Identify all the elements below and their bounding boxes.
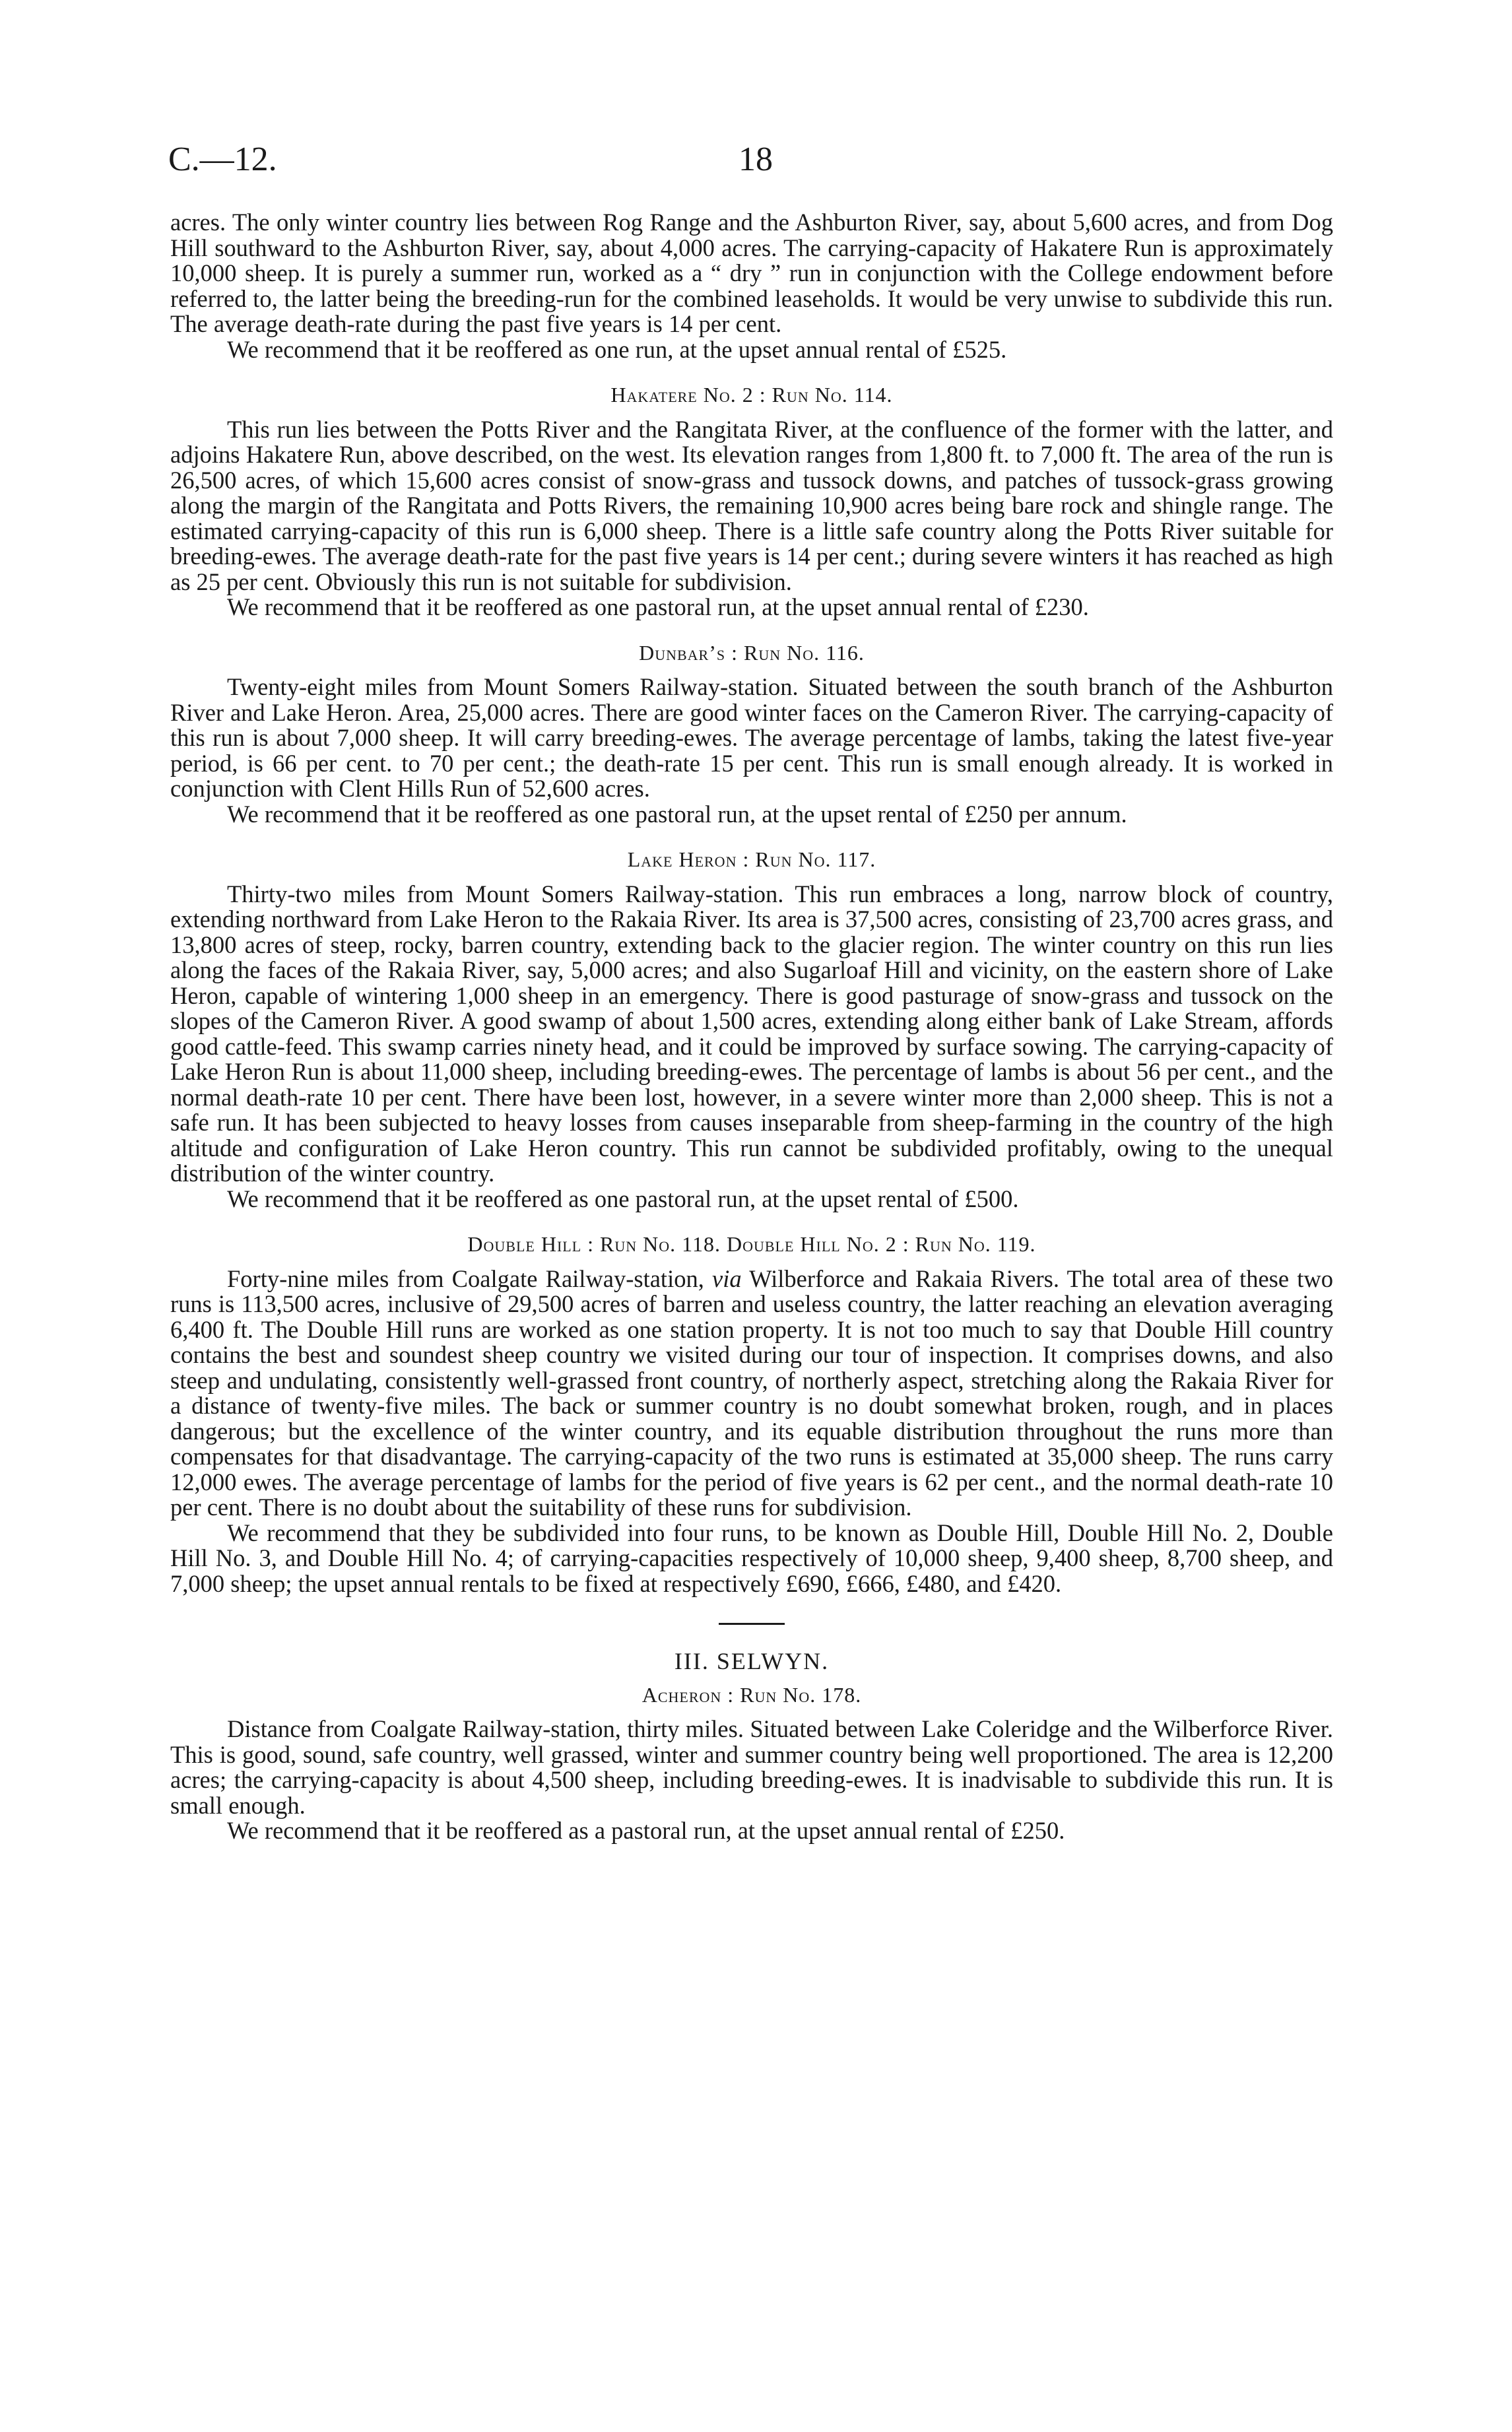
paragraph-italic-via: via [712,1265,742,1292]
section-paragraph-lake-heron: Thirty-two miles from Mount Somers Railway-station. This run embraces a long, narrow block of country, extending northward from Lake Heron to the Rakaia River. Its area is 37,500 acres, consisting of 23,700 acres grass, and 13,800 acres of steep, rocky, barren country, extending back to the glacier region. The winter country on this run lies along the faces of the Rakaia River, say, 5,000 acres; and also Sugarloaf Hill and vicinity, on the eastern shore of Lake Heron, capable of wintering 1,000 sheep in an emergency. There is good pasturage of snow-grass and tussock on the slopes of the Cameron River. A good swamp of about 1,500 acres, extending along either bank of Lake Stream, affords good cattle-feed. This swamp carries ninety head, and it could be improved by surface sowing. The carrying-capacity of Lake Heron Run is about 11,000 sheep, including breeding-ewes. The percentage of lambs is about 56 per cent., and the normal death-rate 10 per cent. There have been lost, however, in a severe winter more than 2,000 sheep. This is not a safe run. It has been subjected to heavy losses from causes inseparable from sheep-farming in the country of the high altitude and configuration of Lake Heron country. This run cannot be subdivided profitably, owing to the unequal distribution of the winter country. [170,880,1333,1187]
page-body [170,210,1333,1844]
paragraph-text-start: Forty-nine miles from Coalgate Railway-station, [227,1265,713,1292]
section-paragraph-double-hill [170,1266,1333,1521]
section-recommendation-hakatere-2: We recommend that it be reoffered as one pastoral run, at the upset annual rental of £230. [227,593,1089,620]
section-recommendation-double-hill: We recommend that they be subdivided into four runs, to be known as Double Hill, Double Hill No. 2, Double Hill No. 3, and Double Hill No. 4; of carrying-capacities respectively of 10,000 sheep, 9,400 sheep, 8,700 sheep, and 7,000 sheep; the upset annual rentals to be fixed at respectively £690, £666, £480, and £420. [170,1519,1333,1597]
section-divider [719,1623,785,1625]
section-recommendation-dunbars: We recommend that it be reoffered as one pastoral run, at the upset rental of £250 per annum. [227,800,1127,828]
section-paragraph-dunbars: Twenty-eight miles from Mount Somers Railway-station. Situated between the south branch of the Ashburton River and Lake Heron. Area, 25,000 acres. There are good winter faces on the Cameron River. The carrying-capacity of this run is about 7,000 sheep. It will carry breeding-ewes. The average percentage of lambs, taking the latest five-year period, is 66 per cent. to 70 per cent.; the death-rate 15 per cent. This run is small enough already. It is worked in conjunction with Clent Hills Run of 52,600 acres. [170,673,1333,802]
section-heading-acheron: Acheron : Run No. 178. [641,1682,862,1707]
section-heading-hakatere-2: Hakatere No. 2 : Run No. 114. [610,383,893,407]
section-heading-dunbars: Dunbar’s : Run No. 116. [639,640,865,665]
intro-recommendation: We recommend that it be reoffered as one run, at the upset annual rental of £525. [227,335,1007,363]
section-recommendation-acheron: We recommend that it be reoffered as a pastoral run, at the upset annual rental of £250. [227,1817,1065,1844]
section-paragraph-hakatere-2: This run lies between the Potts River and the Rangitata River, at the confluence of the former with the latter, and adjoins Hakatere Run, above described, on the west. Its elevation ranges from 1,800 ft. to 7,000 ft. The area of the run is 26,500 acres, of which 15,600 acres consist of snow-grass and tussock downs, and patches of tussock-grass growing along the margin of the Rangitata and Potts Rivers, the remaining 10,900 acres being bare rock and shingle range. The estimated carrying-capacity of this run is 6,000 sheep. There is a little safe country along the Potts River suitable for breeding-ewes. The average death-rate for the past five years is 14 per cent.; during severe winters it has reached as high as 25 per cent. Obviously this run is not suitable for subdivision. [170,415,1333,595]
section-heading-lake-heron: Lake Heron : Run No. 117. [627,847,876,871]
part-title-selwyn: III. SELWYN. [674,1648,830,1674]
section-recommendation-lake-heron: We recommend that it be reoffered as one pastoral run, at the upset rental of £500. [227,1185,1019,1212]
page-number: 18 [739,141,773,178]
paragraph-text-end: Wilberforce and Rakaia Rivers. The total area of these two runs is 113,500 acres, inclusive of 29,500 acres of barren and useless country, the latter reaching an elevation averaging 6,400 ft. The Double Hill runs are worked as one station property. It is not too much to say that Double Hill country contains the best and soundest sheep country we visited during our tour of inspection. It comprises downs, and also steep and undulating, consistently well-grassed front country, of northerly aspect, stretching along the Rakaia River for a distance of twenty-five miles. The back or summer country is no doubt somewhat broken, rough, and in places dangerous; but the excellence of the winter country, and its equable distribution throughout the runs more than compensates for that disadvantage. The carrying-capacity of the two runs is estimated at 35,000 sheep. The runs carry 12,000 ewes. The average percentage of lambs for the period of five years is 62 per cent., and the normal death-rate 10 per cent. There is no doubt about the suitability of these runs for subdivision. [170,1265,1333,1521]
section-paragraph-acheron: Distance from Coalgate Railway-station, thirty miles. Situated between Lake Coleridge and the Wilberforce River. This is good, sound, safe country, well grassed, winter and summer country being well proportioned. The area is 12,200 acres; the carrying-capacity is about 4,500 sheep, including breeding-ewes. It is inadvisable to subdivide this run. It is small enough. [170,1715,1333,1819]
document-reference: C.—12. [168,141,277,178]
section-heading-double-hill: Double Hill : Run No. 118. Double Hill No. 2 : Run No. 119. [467,1232,1036,1256]
intro-paragraph: acres. The only winter country lies between Rog Range and the Ashburton River, say, about 5,600 acres, and from Dog Hill southward to the Ashburton River, say, about 4,000 acres. The carrying-capacity of Hakatere Run is approximately 10,000 sheep. It is purely a summer run, worked as a “ dry ” run in conjunction with the College endowment before referred to, the latter being the breeding-run for the combined leaseholds. It would be very unwise to subdivide this run. The average death-rate during the past five years is 14 per cent. [170,209,1333,337]
page-header [168,140,1343,186]
